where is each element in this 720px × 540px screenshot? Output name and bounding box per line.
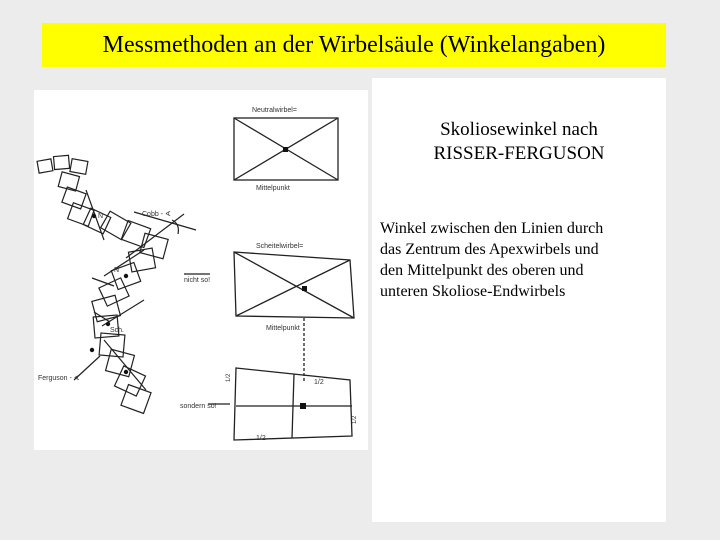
scheitel-line (104, 250, 144, 276)
body-line-3: den Mittelpunkt des oberen und (380, 262, 584, 279)
apex-vertebra-diagram (234, 252, 354, 382)
label-n-upper: N (98, 213, 104, 220)
body-line-4: unteren Skoliose-Endwirbels (380, 283, 566, 300)
slide-title: Messmethoden an der Wirbelsäule (Winkelangaben) (102, 31, 606, 58)
label-n-lower: N (114, 267, 120, 274)
heading-line-1: Skoliosewinkel nach (440, 119, 598, 140)
label-mittelpunkt-top: Mittelpunkt (256, 185, 290, 192)
label-scheitelwirbel: Scheitelwirbel= (256, 243, 304, 250)
text-panel (372, 78, 666, 522)
body-text (380, 218, 664, 302)
label-half-right: 1/2 (314, 379, 324, 386)
spine-measurement-diagram (34, 90, 368, 450)
heading (372, 118, 666, 166)
label-mittelpunkt-mid: Mittelpunkt (266, 325, 300, 332)
ferguson-line-lower (104, 340, 146, 390)
label-nicht-so: nicht so! (184, 277, 211, 284)
lower-construction-diagram (234, 368, 352, 440)
label-ferguson: Ferguson - ∢ (38, 375, 80, 382)
label-neutralwirbel: Neutralwirbel= (252, 107, 297, 114)
label-cobb: Cobb - ∢ (142, 211, 171, 218)
body-line-1: Winkel zwischen den Linien durch (380, 220, 604, 237)
label-half-far-right: 1/2 (352, 415, 358, 424)
body-line-2: das Zentrum des Apexwirbels und (380, 241, 599, 258)
cobb-line-lower (126, 214, 184, 258)
title-bar (42, 23, 666, 67)
heading-line-2: RISSER-FERGUSON (433, 143, 605, 164)
figure-panel (34, 90, 368, 450)
label-sch: Sch. (110, 327, 125, 334)
label-half-left: 1/2 (226, 373, 232, 382)
label-sondern-so: sondern so! (180, 403, 217, 410)
label-half-bottom: 1/2 (256, 435, 266, 442)
